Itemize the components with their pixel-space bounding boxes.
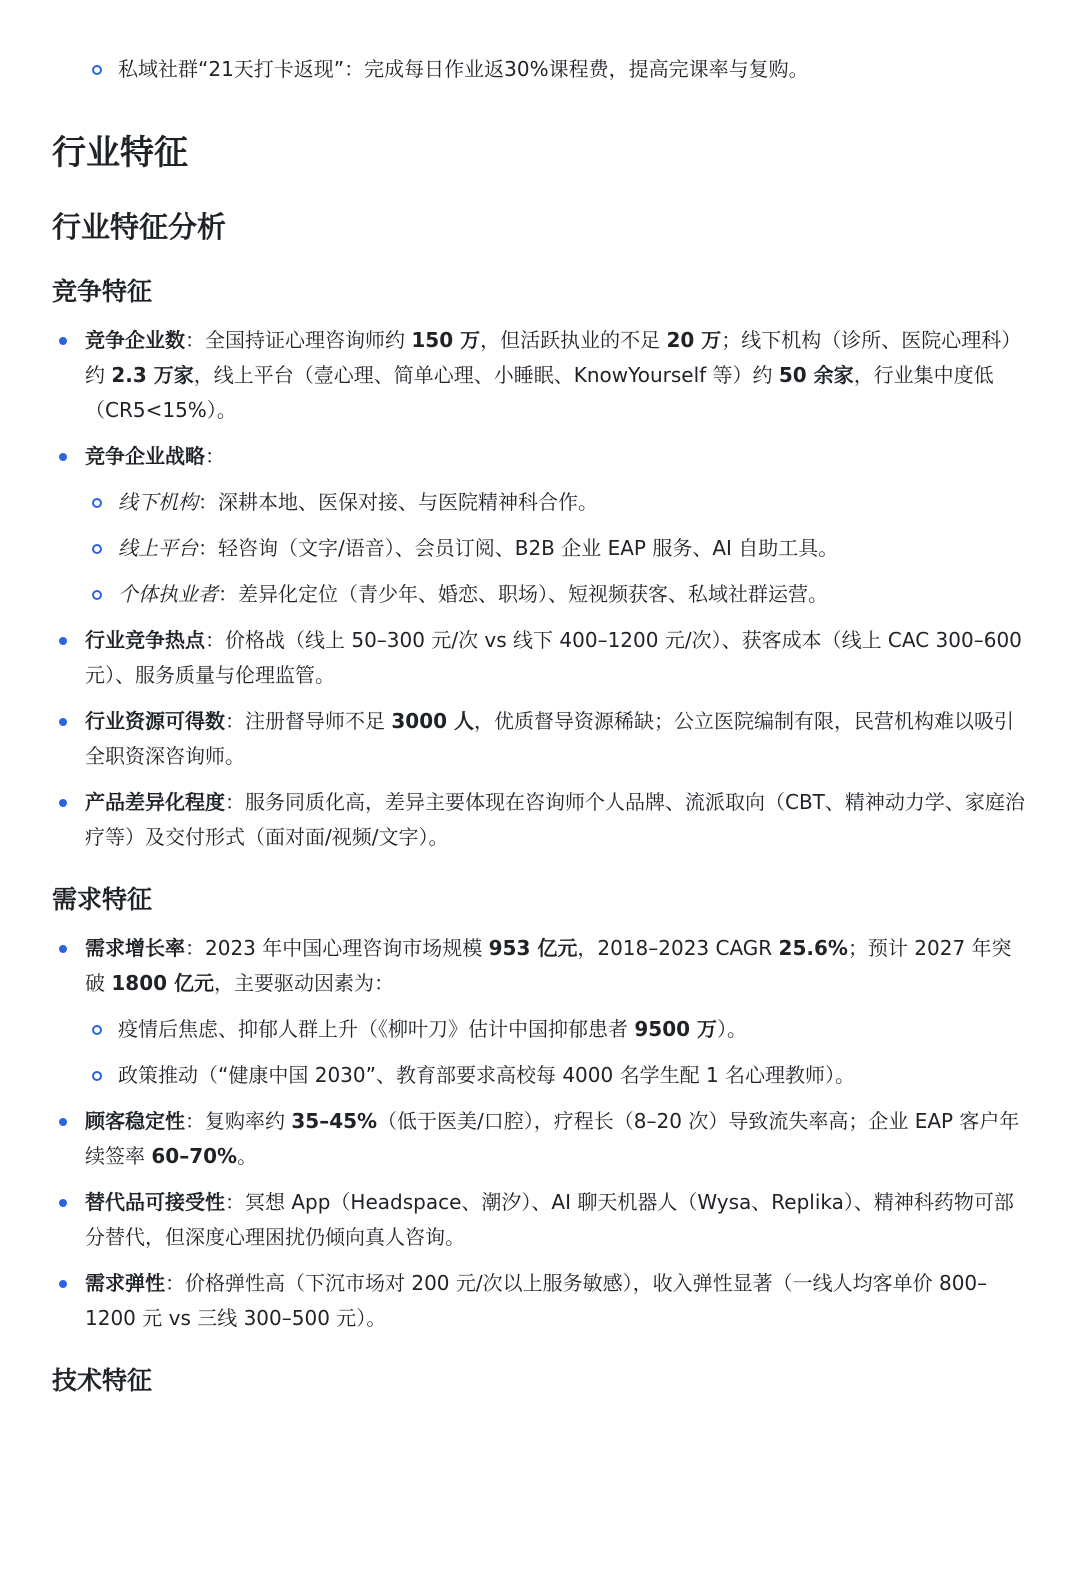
- list-item: 疫情后焦虑、抑郁人群上升（《柳叶刀》估计中国抑郁患者 9500 万）。: [52, 1012, 1028, 1047]
- list-item: 需求增长率：2023 年中国心理咨询市场规模 953 亿元，2018–2023 CAGR 25.6%；预计 2027 年突破 1800 亿元，主要驱动因素为： 疫情后焦虑、抑郁人群上升（《柳叶刀》估计中国抑郁患者 9500 万）。 政策推动（“健康中国 2030”、教育部要求高校每 4000 名学生配 1 名心理教师）。: [52, 931, 1028, 1093]
- drivers-sub-list: [52, 1012, 1028, 1093]
- list-item: 线下机构：深耕本地、医保对接、与医院精神科合作。: [52, 485, 1028, 520]
- list-item: 私域社群“21天打卡返现”：完成每日作业返30%课程费，提高完课率与复购。: [52, 52, 1028, 87]
- list-item: 产品差异化程度：服务同质化高，差异主要体现在咨询师个人品牌、流派取向（CBT、精神动力学、家庭治疗等）及交付形式（面对面/视频/文字）。: [52, 785, 1028, 855]
- list-item: 政策推动（“健康中国 2030”、教育部要求高校每 4000 名学生配 1 名心理教师）。: [52, 1058, 1028, 1093]
- competition-list: [52, 323, 1028, 855]
- list-item: 个体执业者：差异化定位（青少年、婚恋、职场）、短视频获客、私域社群运营。: [52, 577, 1028, 612]
- list-item: 竞争企业战略： 线下机构：深耕本地、医保对接、与医院精神科合作。 线上平台：轻咨询（文字/语音）、会员订阅、B2B 企业 EAP 服务、AI 自助工具。 个体执业者：差异化定位（青少年、婚恋、职场）、短视频获客、私域社群运营。: [52, 439, 1028, 612]
- subsection-title: 行业特征分析: [52, 210, 227, 244]
- tech-heading: 技术特征: [52, 1366, 153, 1395]
- list-item: 行业竞争热点：价格战（线上 50–300 元/次 vs 线下 400–1200 元/次）、获客成本（线上 CAC 300–600 元）、服务质量与伦理监管。: [52, 623, 1028, 693]
- strategy-sub-list: [52, 485, 1028, 612]
- list-item: 竞争企业数：全国持证心理咨询师约 150 万，但活跃执业的不足 20 万；线下机构（诊所、医院心理科）约 2.3 万家，线上平台（壹心理、简单心理、小睡眠、KnowYourself 等）约 50 余家，行业集中度低（CR5<15%）。: [52, 323, 1028, 428]
- list-item: 需求弹性：价格弹性高（下沉市场对 200 元/次以上服务敏感），收入弹性显著（一线人均客单价 800–1200 元 vs 三线 300–500 元）。: [52, 1266, 1028, 1336]
- top-sub-list: [52, 52, 1028, 87]
- demand-list: [52, 931, 1028, 1336]
- demand-heading: 需求特征: [52, 885, 153, 914]
- list-item: 顾客稳定性：复购率约 35–45%（低于医美/口腔），疗程长（8–20 次）导致流失率高；企业 EAP 客户年续签率 60–70%。: [52, 1104, 1028, 1174]
- section-title: 行业特征: [52, 133, 188, 173]
- document-page: [0, 52, 1080, 1398]
- list-item: 行业资源可得数：注册督导师不足 3000 人，优质督导资源稀缺；公立医院编制有限，民营机构难以吸引全职资深咨询师。: [52, 704, 1028, 774]
- list-item: 线上平台：轻咨询（文字/语音）、会员订阅、B2B 企业 EAP 服务、AI 自助工具。: [52, 531, 1028, 566]
- competition-heading: 竞争特征: [52, 277, 153, 306]
- list-item: 替代品可接受性：冥想 App（Headspace、潮汐）、AI 聊天机器人（Wysa、Replika）、精神科药物可部分替代，但深度心理困扰仍倾向真人咨询。: [52, 1185, 1028, 1255]
